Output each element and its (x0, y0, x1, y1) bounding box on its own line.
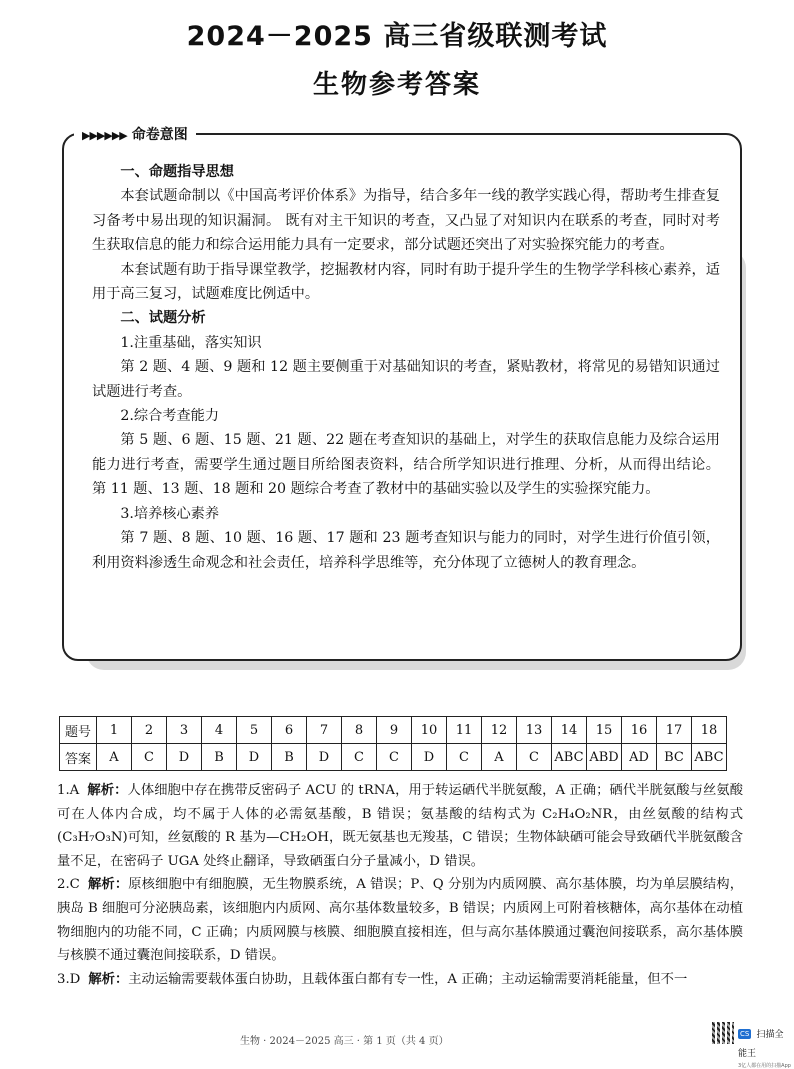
answer-cell: D (307, 744, 342, 771)
analysis-item (57, 968, 743, 992)
paragraph: 本套试题有助于指导课堂教学，挖掘教材内容，同时有助于提升学生的生物学学科核心素养，适用于高三复习，试题难度比例适中。 (92, 261, 720, 303)
analysis-item (57, 779, 743, 873)
page-footer: 生物 · 2024－2025 高三 · 第 1 页（共 4 页） (240, 1036, 449, 1047)
subheading: 1.注重基础，落实知识 (120, 334, 262, 351)
answer-cell: D (167, 744, 202, 771)
item-text: 原核细胞中有细胞膜，无生物膜系统，A 错误；P、Q 分别为内质网膜、高尔基体膜，均为单层膜结构，胰岛 B 细胞可分泌胰岛素，该细胞内内质网、高尔基体数量较多，B 错误；内质网上可附着核糖体，高尔基体在动植物细胞内的功能不同，C 正确；内质网膜与核膜、细胞膜直接相连，但与高尔基体膜通过囊泡间接联系，高尔基体膜与核膜不通过囊泡间接联系，D 错误。 (57, 877, 744, 964)
q-number: 10 (412, 717, 447, 744)
paragraph: 第 5 题、6 题、15 题、21 题、22 题在考查知识的基础上，对学生的获取信息能力及综合运用能力进行考查，需要学生通过题目所给图表资料，结合所学知识进行推理、分析，从而得出结论。 第 11 题、13 题、18 题和 20 题综合考查了教材中的基础实验以及学生的实验探究能力。 (92, 432, 720, 498)
answer-cell: ABC (552, 744, 587, 771)
item-number: 3.D (57, 971, 81, 987)
answer-cell: A (482, 744, 517, 771)
answer-cell: D (237, 744, 272, 771)
q-number: 5 (237, 717, 272, 744)
subheading: 3.培养核心素养 (120, 505, 220, 522)
q-number: 4 (202, 717, 237, 744)
q-number: 14 (552, 717, 587, 744)
answer-cell: ABC (692, 744, 727, 771)
q-number: 8 (342, 717, 377, 744)
intent-body (92, 160, 720, 575)
section-heading: 二、试题分析 (120, 310, 206, 327)
answer-cell: BC (657, 744, 692, 771)
arrows-icon: ▶▶▶▶▶▶ (82, 129, 127, 142)
answer-cell: C (342, 744, 377, 771)
q-number: 7 (307, 717, 342, 744)
row-label: 答案 (60, 744, 97, 771)
paragraph: 第 2 题、4 题、9 题和 12 题主要侧重于对基础知识的考查，紧贴教材，将常见的易错知识通过试题进行考查。 (92, 359, 720, 400)
paragraph: 本套试题命制以《中国高考评价体系》为指导，结合多年一线的教学实践心得，帮助考生排查复习备考中易出现的知识漏洞。 既有对主干知识的考查，又凸显了对知识内在联系的考查，同时对考生获取信息的能力和综合运用能力具有一定要求，部分试题还突出了对实验探究能力的考查。 (92, 188, 720, 254)
answer-cell: C (377, 744, 412, 771)
answer-cell: C (132, 744, 167, 771)
q-number: 13 (517, 717, 552, 744)
scanner-logo-icon: CS (740, 1029, 750, 1038)
q-number: 11 (447, 717, 482, 744)
q-number: 16 (622, 717, 657, 744)
q-number: 9 (377, 717, 412, 744)
answer-cell: AD (622, 744, 657, 771)
answer-cell: ABD (587, 744, 622, 771)
page-subtitle: 生物参考答案 (312, 70, 481, 100)
item-label: 解析： (87, 783, 128, 798)
answer-table (59, 716, 727, 771)
scanner-name: 扫描全能王 (738, 1030, 784, 1059)
page-title: 2024－2025 高三省级联测考试 (186, 21, 608, 52)
question-number-row (60, 717, 727, 744)
answer-row (60, 744, 727, 771)
analysis-item (57, 873, 743, 967)
intent-label: 命卷意图 (131, 127, 188, 143)
q-number: 2 (132, 717, 167, 744)
q-number: 1 (97, 717, 132, 744)
answer-cell: B (272, 744, 307, 771)
intent-header (74, 124, 196, 144)
item-text: 主动运输需要载体蛋白协助，且载体蛋白都有专一性，A 正确；主动运输需要消耗能量，但不一 (128, 971, 688, 987)
item-number: 1.A (57, 783, 80, 798)
q-number: 18 (692, 717, 727, 744)
q-number: 3 (167, 717, 202, 744)
section-heading: 一、命题指导思想 (120, 164, 234, 180)
answer-cell: D (412, 744, 447, 771)
q-number: 17 (657, 717, 692, 744)
item-number: 2.C (57, 877, 80, 893)
q-number: 6 (272, 717, 307, 744)
scanner-tagline: 3亿人都在用的扫描App (738, 1063, 791, 1069)
answer-cell: A (97, 744, 132, 771)
answer-cell: B (202, 744, 237, 771)
answer-cell: C (517, 744, 552, 771)
row-label: 题号 (60, 717, 97, 744)
answer-cell: C (447, 744, 482, 771)
q-number: 15 (587, 717, 622, 744)
qr-code-icon (712, 1022, 734, 1044)
subheading: 2.综合考查能力 (120, 408, 220, 425)
paragraph: 第 7 题、8 题、10 题、16 题、17 题和 23 题考查知识与能力的同时，对学生进行价值引领，利用资料渗透生命观念和社会责任，培养科学思维等，充分体现了立德树人的教育理念。 (92, 530, 720, 571)
item-label: 解析： (87, 877, 129, 893)
q-number: 12 (482, 717, 517, 744)
item-text: 人体细胞中存在携带反密码子 ACU 的 tRNA，用于转运硒代半胱氨酸，A 正确；硒代半胱氨酸与丝氨酸可在人体内合成，均不属于人体的必需氨基酸，B 错误；氨基酸的结构式为 C₂H₄O₂NR，由丝氨酸的结构式(C₃H₇O₃N)可知，丝氨酸的 R 基为—CH₂OH，既无氨基也无羧基，C 错误；生物体缺硒可能会导致硒代半胱氨酸含量不足，在密码子 UGA 处终止翻译，导致硒蛋白分子量减小，D 错误。 (57, 783, 744, 869)
item-label: 解析： (88, 971, 129, 987)
analysis-section (57, 779, 743, 991)
scanner-watermark (738, 1023, 792, 1069)
